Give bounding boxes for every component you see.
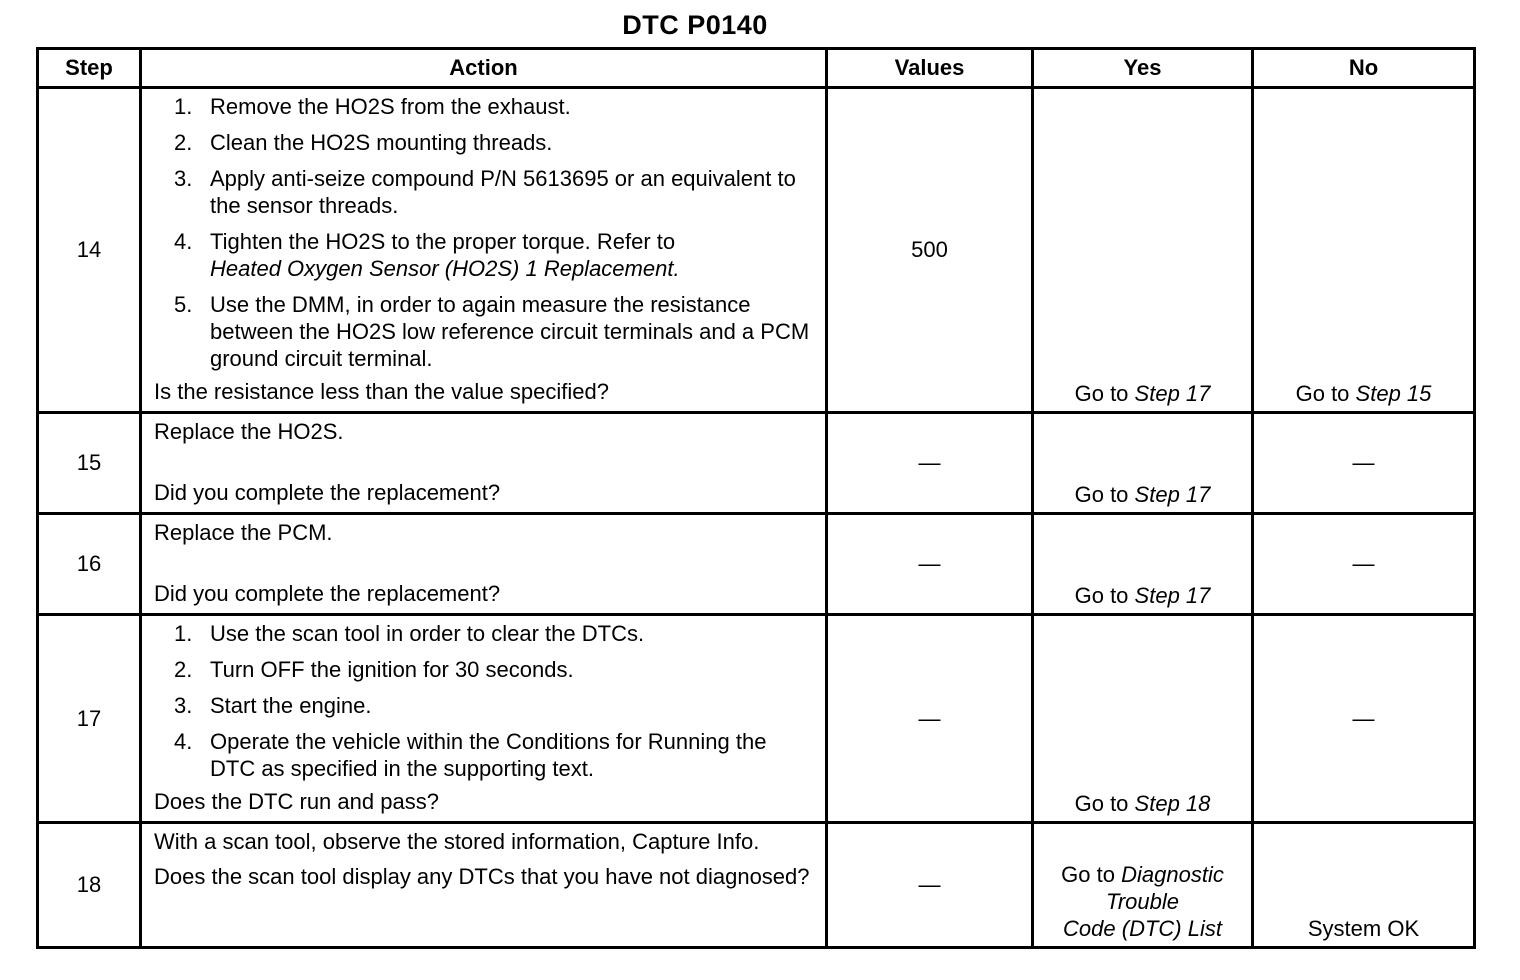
step-number: 18	[38, 823, 141, 948]
header-yes: Yes	[1033, 49, 1253, 88]
value-cell: —	[827, 514, 1033, 615]
no-cell: —	[1253, 615, 1475, 823]
action-cell	[141, 615, 827, 823]
no-cell: —	[1253, 514, 1475, 615]
header-step: Step	[38, 49, 141, 88]
step-number: 15	[38, 413, 141, 514]
header-row	[38, 49, 1475, 88]
action-cell	[141, 88, 827, 413]
list-item: 4. Operate the vehicle within the Conditions for Running the DTC as specified in the supporting text.	[174, 729, 767, 781]
table-row	[38, 823, 1475, 948]
yes-cell: Go to Step 17	[1033, 88, 1253, 413]
step-number: 14	[38, 88, 141, 413]
yes-target: Step 18	[1134, 791, 1211, 816]
question: Does the scan tool display any DTCs that you have not diagnosed?	[154, 864, 810, 889]
yes-cell: Go to Step 18	[1033, 615, 1253, 823]
action-cell: Replace the PCM. Did you complete the replacement?	[141, 514, 827, 615]
step-number: 17	[38, 615, 141, 823]
yes-target: Step 17	[1134, 381, 1211, 406]
yes-target: Step 17	[1134, 482, 1211, 507]
no-cell: System OK	[1253, 823, 1475, 948]
no-target: Step 15	[1355, 381, 1432, 406]
no-cell: —	[1253, 413, 1475, 514]
list-item: 3. Apply anti-seize compound P/N 5613695 or an equivalent to the sensor threads.	[174, 166, 796, 218]
action-steps	[154, 620, 815, 782]
value-cell: —	[827, 615, 1033, 823]
table-row	[38, 413, 1475, 514]
value-cell: 500	[827, 88, 1033, 413]
action-cell: With a scan tool, observe the stored information, Capture Info. Does the scan tool display any DTCs that you have not diagnosed?	[141, 823, 827, 948]
step-number: 16	[38, 514, 141, 615]
diagnostic-table	[36, 47, 1476, 949]
question: Is the resistance less than the value specified?	[154, 379, 609, 404]
procedure-reference: Heated Oxygen Sensor (HO2S) 1 Replacement.	[210, 256, 680, 281]
question: Did you complete the replacement?	[154, 581, 501, 606]
table-row	[38, 615, 1475, 823]
page-title: DTC P0140	[622, 10, 768, 40]
value-cell: —	[827, 413, 1033, 514]
value-cell: —	[827, 823, 1033, 948]
action-steps	[154, 93, 815, 372]
question: Did you complete the replacement?	[154, 480, 501, 505]
list-item: 1. Remove the HO2S from the exhaust.	[174, 94, 571, 119]
yes-cell: Go to Step 17	[1033, 514, 1253, 615]
list-item: 1. Use the scan tool in order to clear the DTCs.	[174, 621, 645, 646]
header-action: Action	[141, 49, 827, 88]
table-row	[38, 88, 1475, 413]
list-item: 4. Tighten the HO2S to the proper torque. Refer to Heated Oxygen Sensor (HO2S) 1 Replacement.	[174, 229, 680, 281]
list-item: 2. Clean the HO2S mounting threads.	[174, 130, 553, 155]
action-cell: Replace the HO2S. Did you complete the replacement?	[141, 413, 827, 514]
question: Does the DTC run and pass?	[154, 789, 439, 814]
header-values: Values	[827, 49, 1033, 88]
list-item: 5. Use the DMM, in order to again measure the resistance between the HO2S low reference circuit terminals and a PCM ground circuit terminal.	[174, 292, 810, 371]
no-cell: Go to Step 15	[1253, 88, 1475, 413]
header-no: No	[1253, 49, 1475, 88]
list-item: 3. Start the engine.	[174, 693, 372, 718]
list-item: 2. Turn OFF the ignition for 30 seconds.	[174, 657, 574, 682]
yes-target: Step 17	[1134, 583, 1211, 608]
table-row	[38, 514, 1475, 615]
yes-cell: Go to Step 17	[1033, 413, 1253, 514]
yes-cell: Go to Diagnostic Trouble Code (DTC) List	[1033, 823, 1253, 948]
yes-target: Diagnostic	[1121, 862, 1224, 887]
